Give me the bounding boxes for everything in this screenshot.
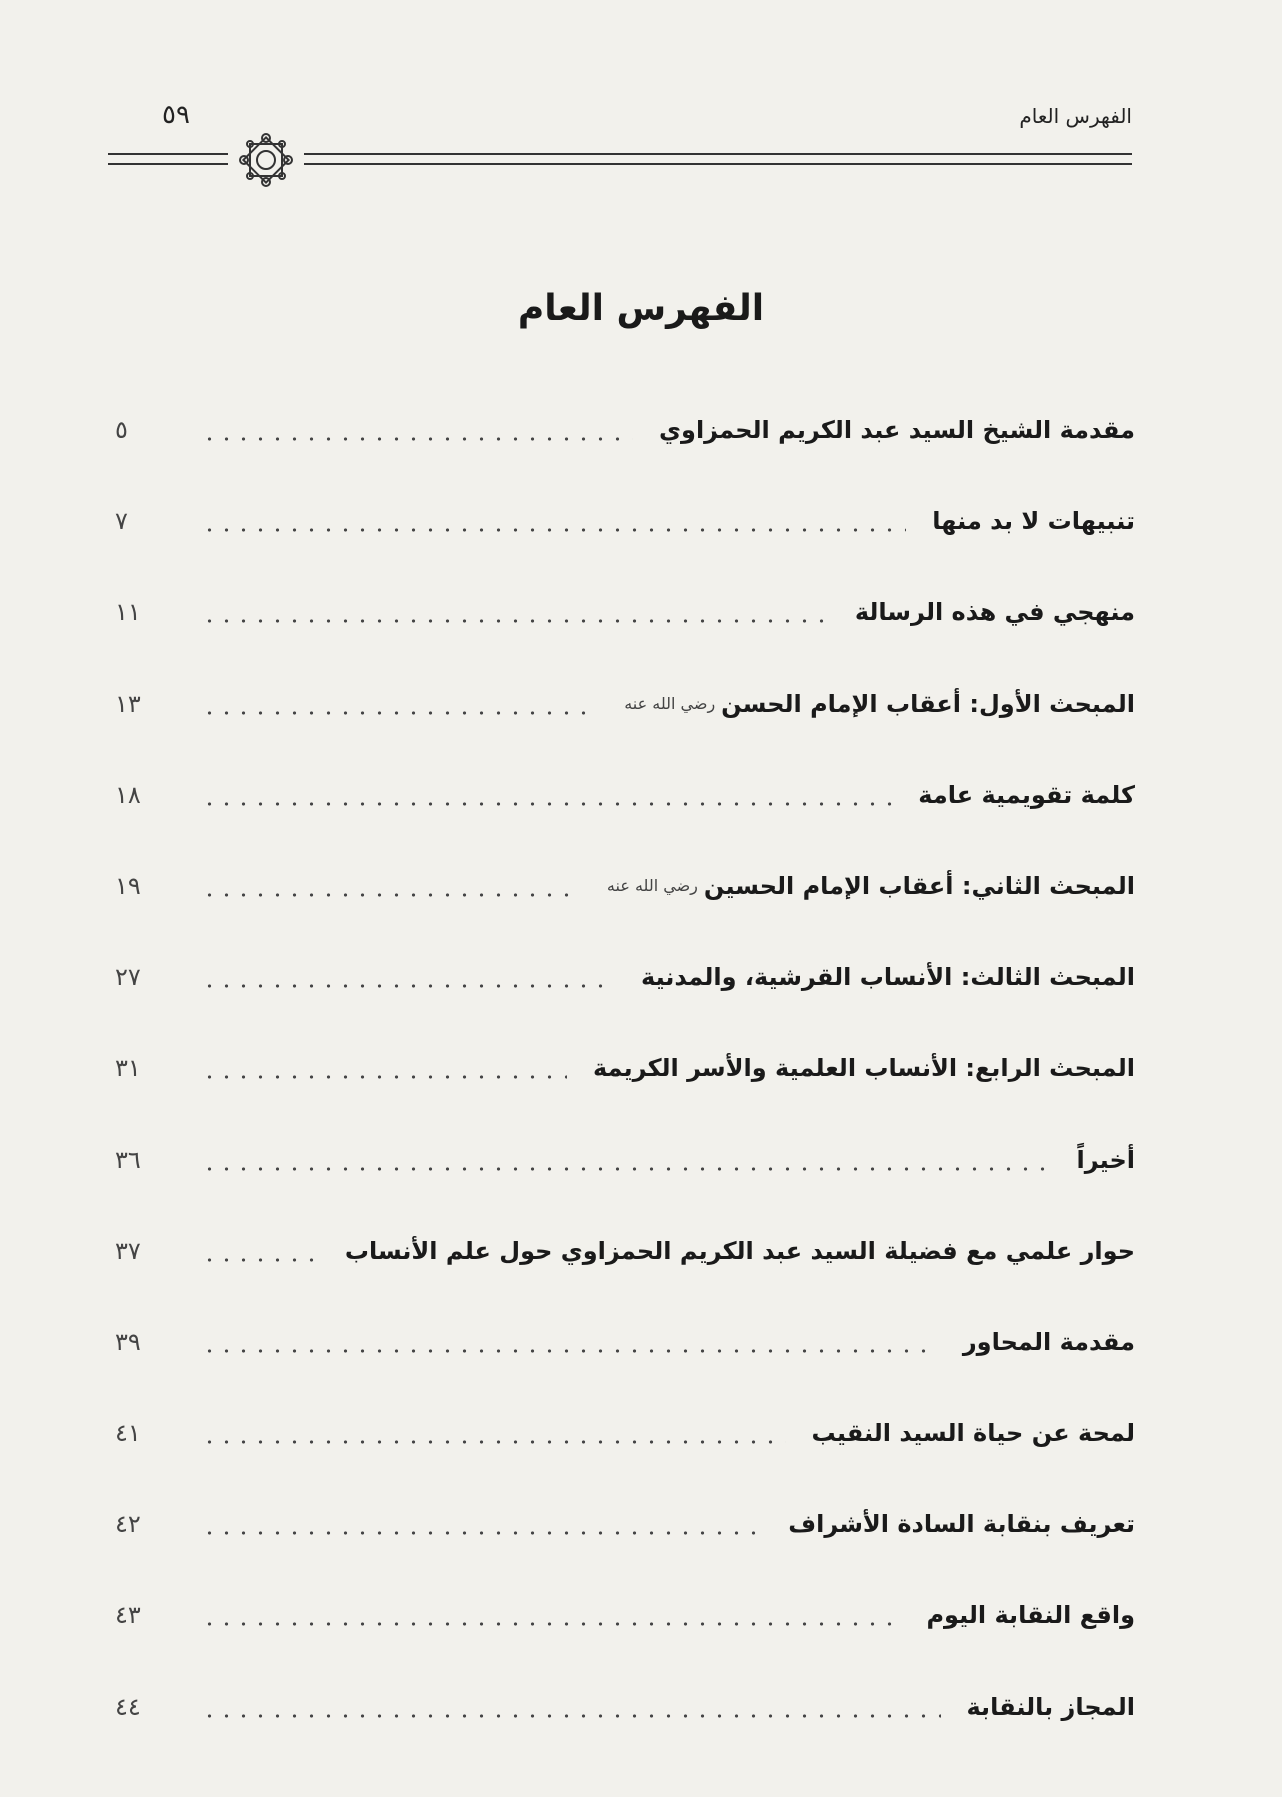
toc-entry-title: أخيراً [1076,1145,1135,1174]
toc-entry [115,957,1135,1048]
toc-dot-leader [201,1231,319,1271]
toc-dot-leader [201,684,598,724]
toc-entry-page: ٢٧ [115,963,141,992]
toc-entry-title: مقدمة المحاور [962,1327,1135,1356]
toc-dot-leader [201,1413,786,1453]
toc-entry [115,410,1135,501]
toc-entry-title: تعريف بنقابة السادة الأشراف [788,1510,1135,1539]
toc-entry-page: ١٩ [115,871,141,900]
toc-entry-page: ١١ [115,598,141,627]
toc-entry-title: كلمة تقويمية عامة [918,780,1135,809]
toc-entry-page: ٤١ [115,1419,141,1448]
toc-dot-leader [201,775,892,815]
toc-entry-title: تنبيهات لا بد منها [932,507,1135,536]
toc-entry [115,1687,1135,1778]
toc-entry [115,775,1135,866]
toc-entry [115,1140,1135,1231]
toc-entry-page: ٧ [115,507,128,536]
table-of-contents [115,410,1135,1778]
toc-entry-title: حوار علمي مع فضيلة السيد عبد الكريم الحمزاوي حول علم الأنساب [344,1236,1135,1265]
header-rule-left [108,153,228,165]
toc-entry-title: المجاز بالنقابة [966,1692,1135,1721]
toc-entry-title: المبحث الثاني: أعقاب الإمام الحسين [703,871,1135,900]
toc-entry [115,866,1135,957]
toc-entry-title: المبحث الثالث: الأنساب القرشية، والمدنية [641,963,1135,992]
toc-dot-leader [201,1140,1051,1180]
running-header [108,100,1132,190]
toc-entry [115,1322,1135,1413]
toc-dot-leader [201,1048,567,1088]
toc-entry-title: واقع النقابة اليوم [926,1601,1135,1630]
toc-dot-leader [201,410,633,450]
toc-dot-leader [201,957,615,997]
toc-entry [115,1504,1135,1595]
toc-entry [115,501,1135,592]
toc-dot-leader [201,866,581,906]
toc-entry-title: المبحث الرابع: الأنساب العلمية والأسر الكريمة [592,1054,1135,1083]
toc-dot-leader [201,1322,937,1362]
ornament-icon [238,132,294,188]
toc-dot-leader [201,1687,941,1727]
header-rule-right [304,153,1132,165]
toc-entry-honorific: رضي الله عنه [624,693,716,713]
toc-entry [115,1595,1135,1686]
toc-entry-page: ٣٧ [115,1236,141,1265]
toc-dot-leader [201,1595,900,1635]
toc-entry-page: ٤٣ [115,1601,141,1630]
toc-entry-page: ٣٦ [115,1145,141,1174]
toc-entry-page: ٤٤ [115,1692,141,1721]
toc-dot-leader [201,1504,762,1544]
toc-entry-title: مقدمة الشيخ السيد عبد الكريم الحمزاوي [659,416,1135,444]
toc-dot-leader [201,501,906,541]
running-title: الفهرس العام [1019,104,1132,128]
toc-entry-page: ٥ [115,416,128,444]
toc-entry [115,684,1135,775]
toc-entry-page: ٣١ [115,1054,141,1083]
toc-entry [115,1048,1135,1139]
page-title: الفهرس العام [517,288,765,329]
toc-entry [115,1413,1135,1504]
toc-entry [115,1231,1135,1322]
toc-entry-honorific: رضي الله عنه [606,875,698,895]
toc-entry-page: ٤٢ [115,1510,141,1539]
page-number: ٥٩ [162,100,190,130]
toc-entry-title: منهجي في هذه الرسالة [854,598,1135,627]
toc-entry-title: المبحث الأول: أعقاب الإمام الحسن [721,689,1135,718]
toc-dot-leader [201,592,829,632]
toc-entry-page: ٣٩ [115,1327,141,1356]
toc-entry-page: ١٨ [115,780,141,809]
toc-entry-page: ١٣ [115,689,141,718]
toc-entry-title: لمحة عن حياة السيد النقيب [811,1419,1135,1448]
toc-entry [115,592,1135,683]
